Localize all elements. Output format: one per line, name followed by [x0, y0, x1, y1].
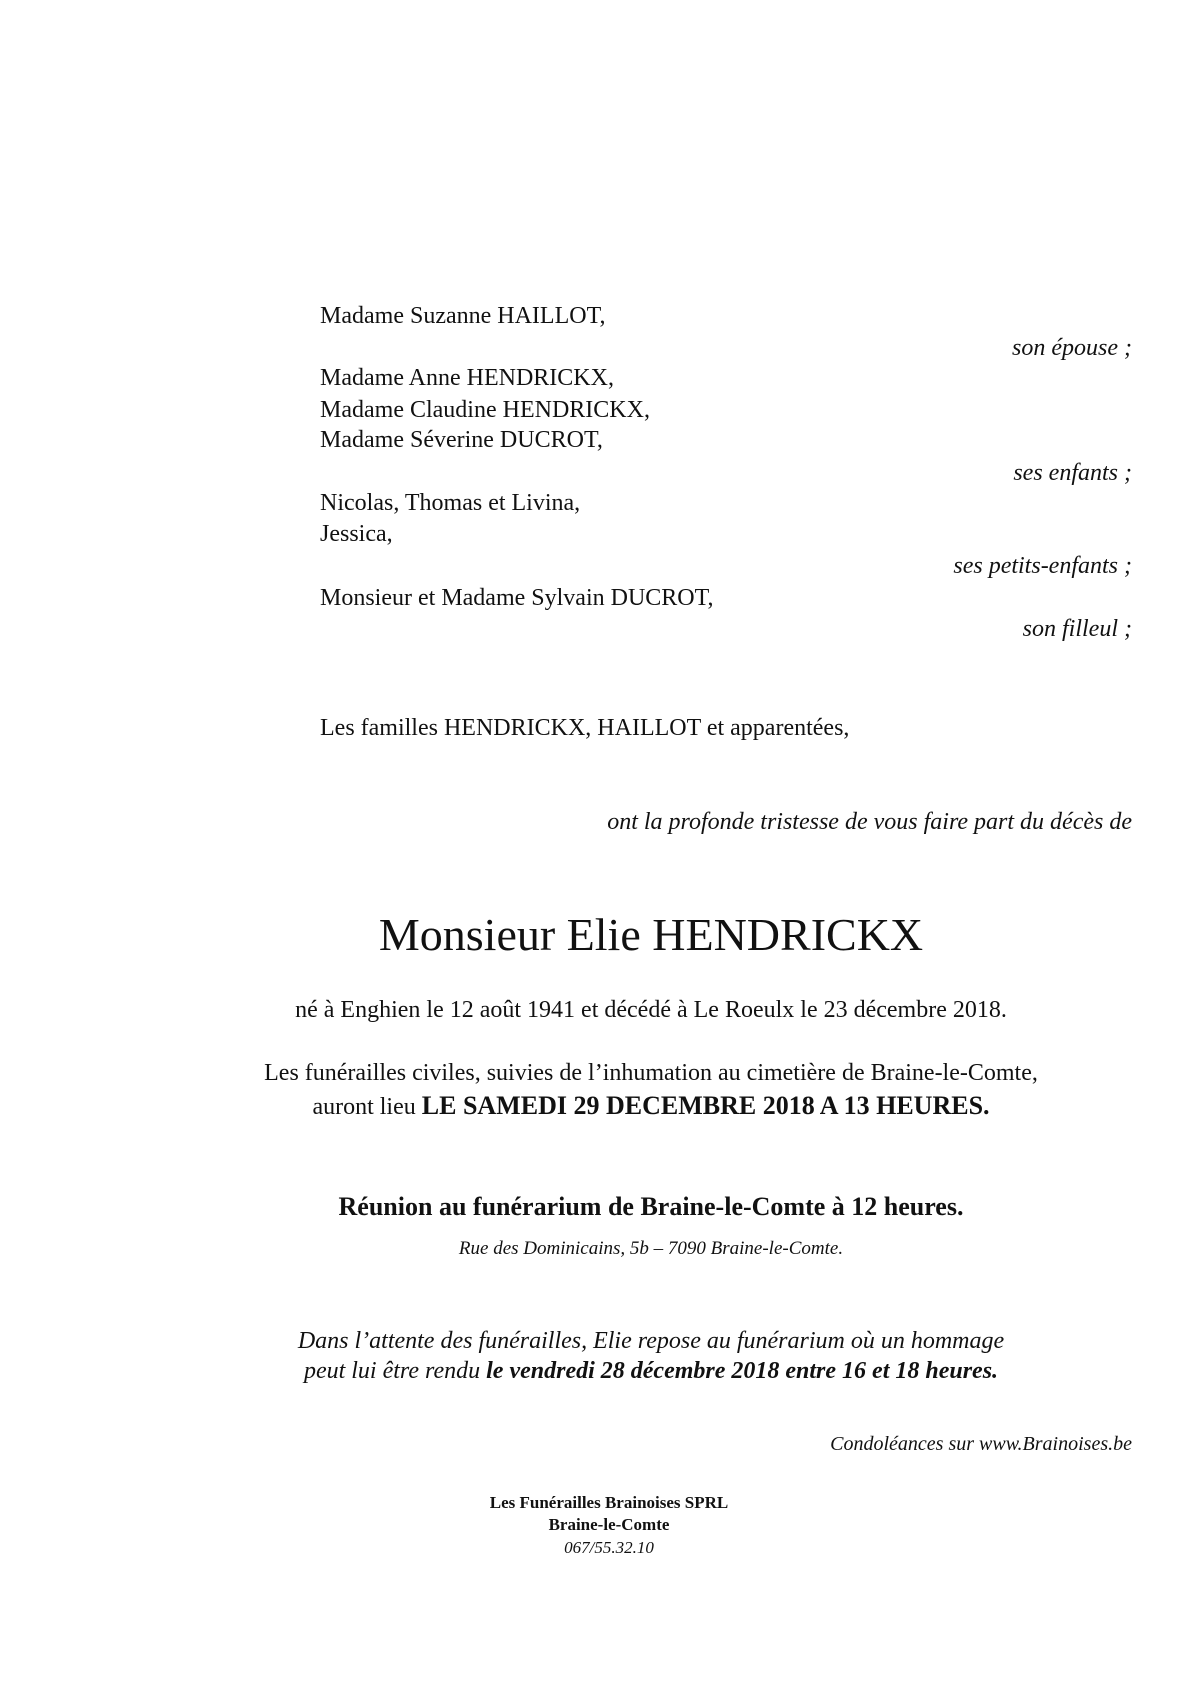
family-relation: ses petits-enfants ; [953, 553, 1132, 579]
visit-date: le vendredi 28 décembre 2018 entre 16 et 18 heures. [486, 1358, 999, 1384]
condolences-link[interactable]: Condoléances sur www.Brainoises.be [830, 1433, 1132, 1455]
funeral-line-2 [0, 1093, 1194, 1119]
family-name: Monsieur et Madame Sylvain DUCROT, [320, 585, 714, 611]
family-name: Nicolas, Thomas et Livina, [320, 490, 581, 516]
family-name: Madame Claudine HENDRICKX, [320, 397, 650, 423]
family-name: Madame Séverine DUCROT, [320, 427, 603, 453]
birth-death-text: né à Enghien le 12 août 1941 et décédé à Le Roeulx le 23 décembre 2018. [295, 997, 1007, 1023]
visit-line-1: Dans l’attente des funérailles, Elie repose au funérarium où un hommage [297, 1328, 1005, 1354]
family-relation: son filleul ; [1022, 616, 1132, 642]
family-name: Les familles HENDRICKX, HAILLOT et apparentées, [320, 715, 850, 741]
family-name: Madame Suzanne HAILLOT, [320, 303, 606, 329]
deceased-name: Monsieur Elie HENDRICKX [378, 909, 924, 960]
funeral-line-1: Les funérailles civiles, suivies de l’inhumation au cimetière de Braine-le-Comte, [264, 1060, 1038, 1086]
funeral-prefix: auront lieu [312, 1094, 422, 1120]
family-relation: son épouse ; [1012, 335, 1132, 361]
visit-line-2 [0, 1359, 1194, 1383]
family-name: Madame Anne HENDRICKX, [320, 365, 614, 391]
footer-city: Braine-le-Comte [548, 1515, 670, 1534]
visit-prefix: peut lui être rendu [303, 1358, 487, 1384]
footer-phone: 067/55.32.10 [564, 1538, 654, 1557]
meeting-address: Rue des Dominicains, 5b – 7090 Braine-le-Comte. [458, 1238, 844, 1259]
funeral-date: LE SAMEDI 29 DECEMBRE 2018 A 13 HEURES. [421, 1091, 990, 1120]
family-relation: ses enfants ; [1013, 460, 1132, 486]
meeting-title: Réunion au funérarium de Braine-le-Comte à 12 heures. [338, 1192, 964, 1221]
announcement-text: ont la profonde tristesse de vous faire part du décès de [607, 809, 1132, 835]
footer-company: Les Funérailles Brainoises SPRL [489, 1493, 729, 1512]
family-name: Jessica, [320, 521, 393, 547]
